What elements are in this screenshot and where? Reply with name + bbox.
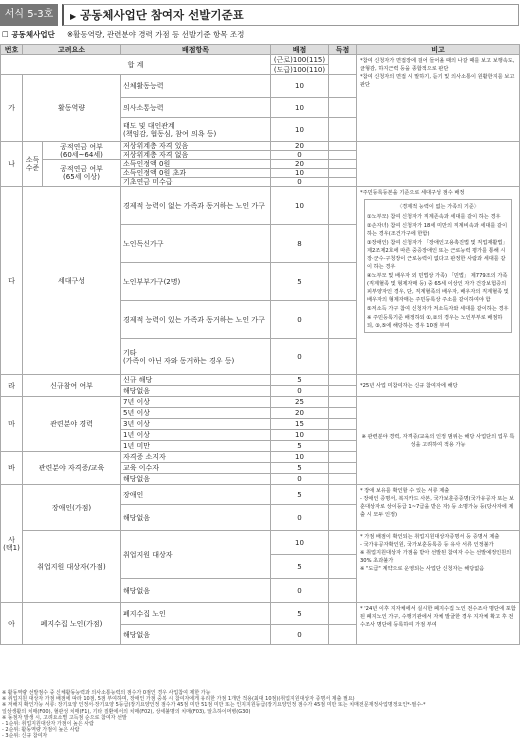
da-note-item: ③장애인) 참여 신청자가 「장애인고용촉진법 및 직업재활법」 제2조제2호에 따른 중증장애인 또는 근로능력 평가를 통해 시장·군수·구청장이 근로능력이 없다고 판정한 사람과 세대를 같이 하는 경우 (367, 240, 508, 270)
table-header-row (1, 45, 520, 55)
da-earned-5[interactable] (329, 339, 357, 375)
da-note-item: ②손자녀) 참여 신청자가 18세 미만의 직계비속과 세대를 같이하는 경우(조건가구에 한함) (367, 223, 508, 237)
da-item-1: 경제적 능력이 없는 가족과 동거하는 노인 가구 (121, 187, 271, 225)
ba-item-1: 자격증 소지자 (121, 452, 271, 463)
ba-earned-2[interactable] (329, 463, 357, 474)
ma-earned-2[interactable] (329, 408, 357, 419)
sa-factor-2: 취업지원 대상자(가점) (23, 531, 121, 603)
sa-item-2: 해당없음 (121, 505, 271, 531)
ga-score-2: 10 (271, 98, 329, 118)
sa-earned-2[interactable] (329, 505, 357, 531)
ba-factor: 관련분야 자격증/교육 (23, 452, 121, 485)
ga-earned-2[interactable] (329, 98, 357, 118)
triangle-icon: ▶ (70, 12, 77, 21)
ma-earned-3[interactable] (329, 419, 357, 430)
na-earned-1[interactable] (329, 142, 357, 151)
sa-earned-5[interactable] (329, 579, 357, 603)
a-item-2: 해당없음 (121, 625, 271, 645)
ma-score-2: 20 (271, 408, 329, 419)
na-sub-1: 공적연금 여부 (60세~64세) (43, 142, 121, 160)
da-earned-2[interactable] (329, 225, 357, 263)
form-title-box (62, 4, 519, 26)
footer-line: - 1순위: 취업지원대상자 가점이 높은 사람 (2, 721, 94, 728)
ba-score-3: 0 (271, 474, 329, 485)
da-factor: 세대구성 (23, 187, 121, 375)
da-item-4: 경제적 능력이 있는 가족과 동거하는 노인 가구 (121, 301, 271, 339)
ma-score-5: 5 (271, 441, 329, 452)
header-item: 배점항목 (121, 45, 271, 55)
ra-note: *25년 사업 미참여자는 신규 참여자에 해당 (357, 375, 520, 397)
da-item-2: 노인독신가구 (121, 225, 271, 263)
ma-item-5: 1년 미만 (121, 441, 271, 452)
ma-ba-note: ※ 관련분야 경력, 자격증/교육의 인정 범위는 해당 사업단의 업무 특성을 고려하여 적용 가능 (357, 397, 520, 485)
table-row (1, 397, 520, 408)
section-label: ☐ 공동체사업단 (2, 30, 55, 39)
total-score-2: (도급)100(110) (271, 65, 329, 75)
ma-item-4: 1년 이상 (121, 430, 271, 441)
sa-earned-4[interactable] (329, 555, 357, 579)
ra-score-1: 5 (271, 375, 329, 386)
ga-score-3: 10 (271, 118, 329, 142)
ma-earned-4[interactable] (329, 430, 357, 441)
footer-line: - 2순위: 활동역량 가점이 높은 사람 (2, 727, 80, 734)
sa-item-1: 장애인 (121, 485, 271, 505)
da-item-5: 기타 (가족이 아닌 자와 동거하는 경우 등) (121, 339, 271, 375)
section-subheading (2, 30, 244, 40)
na-score-4: 10 (271, 169, 329, 178)
section-note: ※활동역량, 관련분야 경력 가점 등 선발기준 항목 조정 (66, 30, 245, 39)
ba-num: 바 (1, 452, 23, 485)
ra-score-2: 0 (271, 386, 329, 397)
footer-line: ※ 취업지원 대상자 가점 배점에 따라 10점, 5점 부여하며, 장애인 가점 중복 시 참여자에게 유리한 가점 1개만 적용(최대 10점)(취업지원대상자 증명서 제출 필요) (2, 696, 355, 703)
a-score-1: 5 (271, 603, 329, 625)
a-score-2: 0 (271, 625, 329, 645)
ma-item-3: 3년 이상 (121, 419, 271, 430)
ga-score-1: 10 (271, 75, 329, 98)
table-row (1, 55, 520, 65)
sa-factor-1: 장애인(가점) (23, 485, 121, 531)
ba-score-2: 5 (271, 463, 329, 474)
header-score: 배점 (271, 45, 329, 55)
na-num: 나 (1, 142, 23, 187)
ma-score-1: 25 (271, 397, 329, 408)
sa-score-5: 0 (271, 579, 329, 603)
na-earned-4[interactable] (329, 169, 357, 178)
ga-item-3: 태도 및 대인관계 (책임감, 협동심, 참여 의욕 등) (121, 118, 271, 142)
header-num: 번호 (1, 45, 23, 55)
sa-score-2: 0 (271, 505, 329, 531)
na-score-1: 20 (271, 142, 329, 151)
ba-score-1: 10 (271, 452, 329, 463)
da-note-item: ①노부모) 참여 신청자가 직계존속과 세대를 같이 하는 경우 (367, 214, 501, 220)
footer-line: 일상생활의 치매(F00), 혈관성 치매(F1), 기타 질환에서의 치매(F02), 상세불명의 치매(F03), 알츠하이머병(G30) (2, 708, 251, 715)
sa-earned-1[interactable] (329, 485, 357, 505)
sa-num: 사 (택1) (1, 485, 23, 603)
na-factor: 소득 수준 (23, 142, 43, 187)
da-score-4: 0 (271, 301, 329, 339)
da-note-box (364, 199, 512, 333)
a-item-1: 폐지수집 노인 (121, 603, 271, 625)
table-row (1, 375, 520, 386)
ma-item-1: 7년 이상 (121, 397, 271, 408)
ma-score-3: 15 (271, 419, 329, 430)
total-earned-cell[interactable] (329, 55, 357, 75)
sa-item-5: 해당없음 (121, 579, 271, 603)
sa-score-3: 10 (271, 531, 329, 555)
footer-line: - 3순위: 신규 참여자 (2, 733, 48, 740)
ba-item-2: 교육 이수자 (121, 463, 271, 474)
sa-note-1: * 장애 보유를 확인할 수 있는 서류 제출 - 장애인 증명서, 복지카드 사본, 국가보훈증증명(국가유공자 또는 보훈대상자로 상이등급 1~7급을 받은 자) 등 소명가능 등(당사자에 제출 시 모두 인정) (357, 485, 520, 531)
total-label: 합 계 (1, 55, 271, 75)
na-item-5: 기초연금 미수급 (121, 178, 271, 187)
selection-criteria-table (0, 44, 520, 645)
ma-score-4: 10 (271, 430, 329, 441)
header-earned: 득점 (329, 45, 357, 55)
ma-earned-1[interactable] (329, 397, 357, 408)
sa-score-4: 5 (271, 555, 329, 579)
ma-factor: 관련분야 경력 (23, 397, 121, 452)
ga-item-1: 신체활동능력 (121, 75, 271, 98)
ra-num: 라 (1, 375, 23, 397)
a-note: * '24년 이후 지자체에서 실시한 폐지수집 노인 전수조사 명단에 포함된 폐지노인 가구, 수행기관에서 자체 발굴한 경우 지자체 확고 후 전수조사 명단에 등록하여 가점 부여 (357, 603, 520, 645)
sa-sub-2: 취업지원 대상자 (121, 531, 271, 579)
da-note-intro: *주민등록등본을 기준으로 세대구성 점수 배정 (360, 190, 465, 196)
da-note-box-title: 〈경제적 능력이 없는 가족의 기준〉 (396, 204, 480, 210)
da-note (357, 187, 520, 375)
ga-num: 가 (1, 75, 23, 142)
sa-score-1: 5 (271, 485, 329, 505)
a-earned-2[interactable] (329, 625, 357, 645)
da-score-5: 0 (271, 339, 329, 375)
ba-item-3: 해당없음 (121, 474, 271, 485)
na-earned-3[interactable] (329, 160, 357, 169)
sa-earned-3[interactable] (329, 531, 357, 555)
footer-line: ※ 활동역량 선발점수 중 신체활동능력과 의사소통능력의 점수가 0점인 경우 사업참여 제한 가능 (2, 690, 211, 696)
ma-earned-5[interactable] (329, 441, 357, 452)
footer-line: ※ 저해지 확인가능 서류: 장기요양 인정서·장기요양 5등급(장기요양인정 점수가 45점 미만 51점 미만 또는 인지지원등급(장기요양인정 점수가 45점 미만 또는 치매전문재정사업명정요인*-필수-* (2, 702, 426, 709)
ra-earned-2[interactable] (329, 386, 357, 397)
footer-notes (2, 690, 517, 740)
da-note-item: ④노부모 및 배우자 외 민법상 가족) 「민법」 제779조의 가족(직계혈족 및 형제자매 등) 중 65세 이상인 자가 건강보험증의 피부양자인 경우, 단, 직계혈족의 배우자, 배우자의 직계혈족 및 배우자의 형제자매는 주민등록상 주소를 같이하여야 함 (367, 273, 509, 303)
ra-factor: 신규참여 여부 (23, 375, 121, 397)
ra-item-1: 신규 해당 (121, 375, 271, 386)
table-row (1, 485, 520, 505)
da-item-3: 노인부부가구(2명) (121, 263, 271, 301)
ba-earned-1[interactable] (329, 452, 357, 463)
ga-note: *참여 신청자가 면접장에 걸어 들어올 때의 나갈 때를 보고 보행속도, 균형감, 하지근력 등을 종합적으로 판단 *참여 신청자의 면접 시 말하기, 듣기 및 의사소통이 원활한지를 보고 판단 (357, 55, 520, 142)
na-sub-2: 공적연금 여부 (65세 이상) (43, 160, 121, 187)
header-remarks: 비고 (357, 45, 520, 55)
ma-item-2: 5년 이상 (121, 408, 271, 419)
sa-note-2: * 가점 배점이 확인되는 취업지원대상자증명서 등 증명서 제출 - 국가유공자확인원, 국가보훈등록증 등 유사 서류 인정불가 ※ 취업지원대상자 가점을 받아 선발된 참여자 수는 선발예정인원의 30% 초과불가 ※ "도급" 계약으로 운영되는 사업단 신청자는 해당없음 (357, 531, 520, 603)
ga-earned-3[interactable] (329, 118, 357, 142)
form-header (0, 2, 519, 26)
na-item-4: 소득인정액 0원 초과 (121, 169, 271, 178)
ra-earned-1[interactable] (329, 375, 357, 386)
da-earned-1[interactable] (329, 187, 357, 225)
footer-line: ※ 동점자 발생 시, 고려요소별 고득점 순으로 참여자 선발 (2, 714, 127, 721)
total-score-1: (근로)100(115) (271, 55, 329, 65)
ga-earned-1[interactable] (329, 75, 357, 98)
table-row (1, 187, 520, 225)
da-earned-3[interactable] (329, 263, 357, 301)
form-title: 공동체사업단 참여자 선발기준표 (80, 8, 244, 22)
ma-num: 마 (1, 397, 23, 452)
da-num: 다 (1, 187, 23, 375)
da-note-footer: ※ 주민등록기준 배정하되 ①,②의 경우는 노인부부로 배점하되, ③,⑤에 해당하는 경우 10점 부여 (367, 315, 503, 329)
table-row (1, 142, 520, 151)
na-score-3: 20 (271, 160, 329, 169)
ba-earned-3[interactable] (329, 474, 357, 485)
da-earned-4[interactable] (329, 301, 357, 339)
ra-item-2: 해당없음 (121, 386, 271, 397)
na-score-2: 0 (271, 151, 329, 160)
da-note-item: ⑤저소득 가구 참여 신청자가 저소득자와 세대를 같이하는 경우 (367, 306, 509, 312)
na-item-2: 저상위계층 자격 없음 (121, 151, 271, 160)
a-factor: 폐지수집 노인(가점) (23, 603, 121, 645)
a-num: 아 (1, 603, 23, 645)
da-score-2: 8 (271, 225, 329, 263)
na-item-3: 소득인정액 0원 (121, 160, 271, 169)
header-factor: 고려요소 (23, 45, 121, 55)
table-row (1, 531, 520, 555)
form-number-badge: 서식 5-3호 (0, 4, 58, 26)
ga-factor: 활동역량 (23, 75, 121, 142)
da-score-1: 10 (271, 187, 329, 225)
ga-item-2: 의사소통능력 (121, 98, 271, 118)
na-item-1: 저상위계층 자격 있음 (121, 142, 271, 151)
na-note (357, 142, 520, 187)
da-score-3: 5 (271, 263, 329, 301)
a-earned-1[interactable] (329, 603, 357, 625)
table-row (1, 603, 520, 625)
na-earned-5[interactable] (329, 178, 357, 187)
na-earned-2[interactable] (329, 151, 357, 160)
na-score-5: 0 (271, 178, 329, 187)
